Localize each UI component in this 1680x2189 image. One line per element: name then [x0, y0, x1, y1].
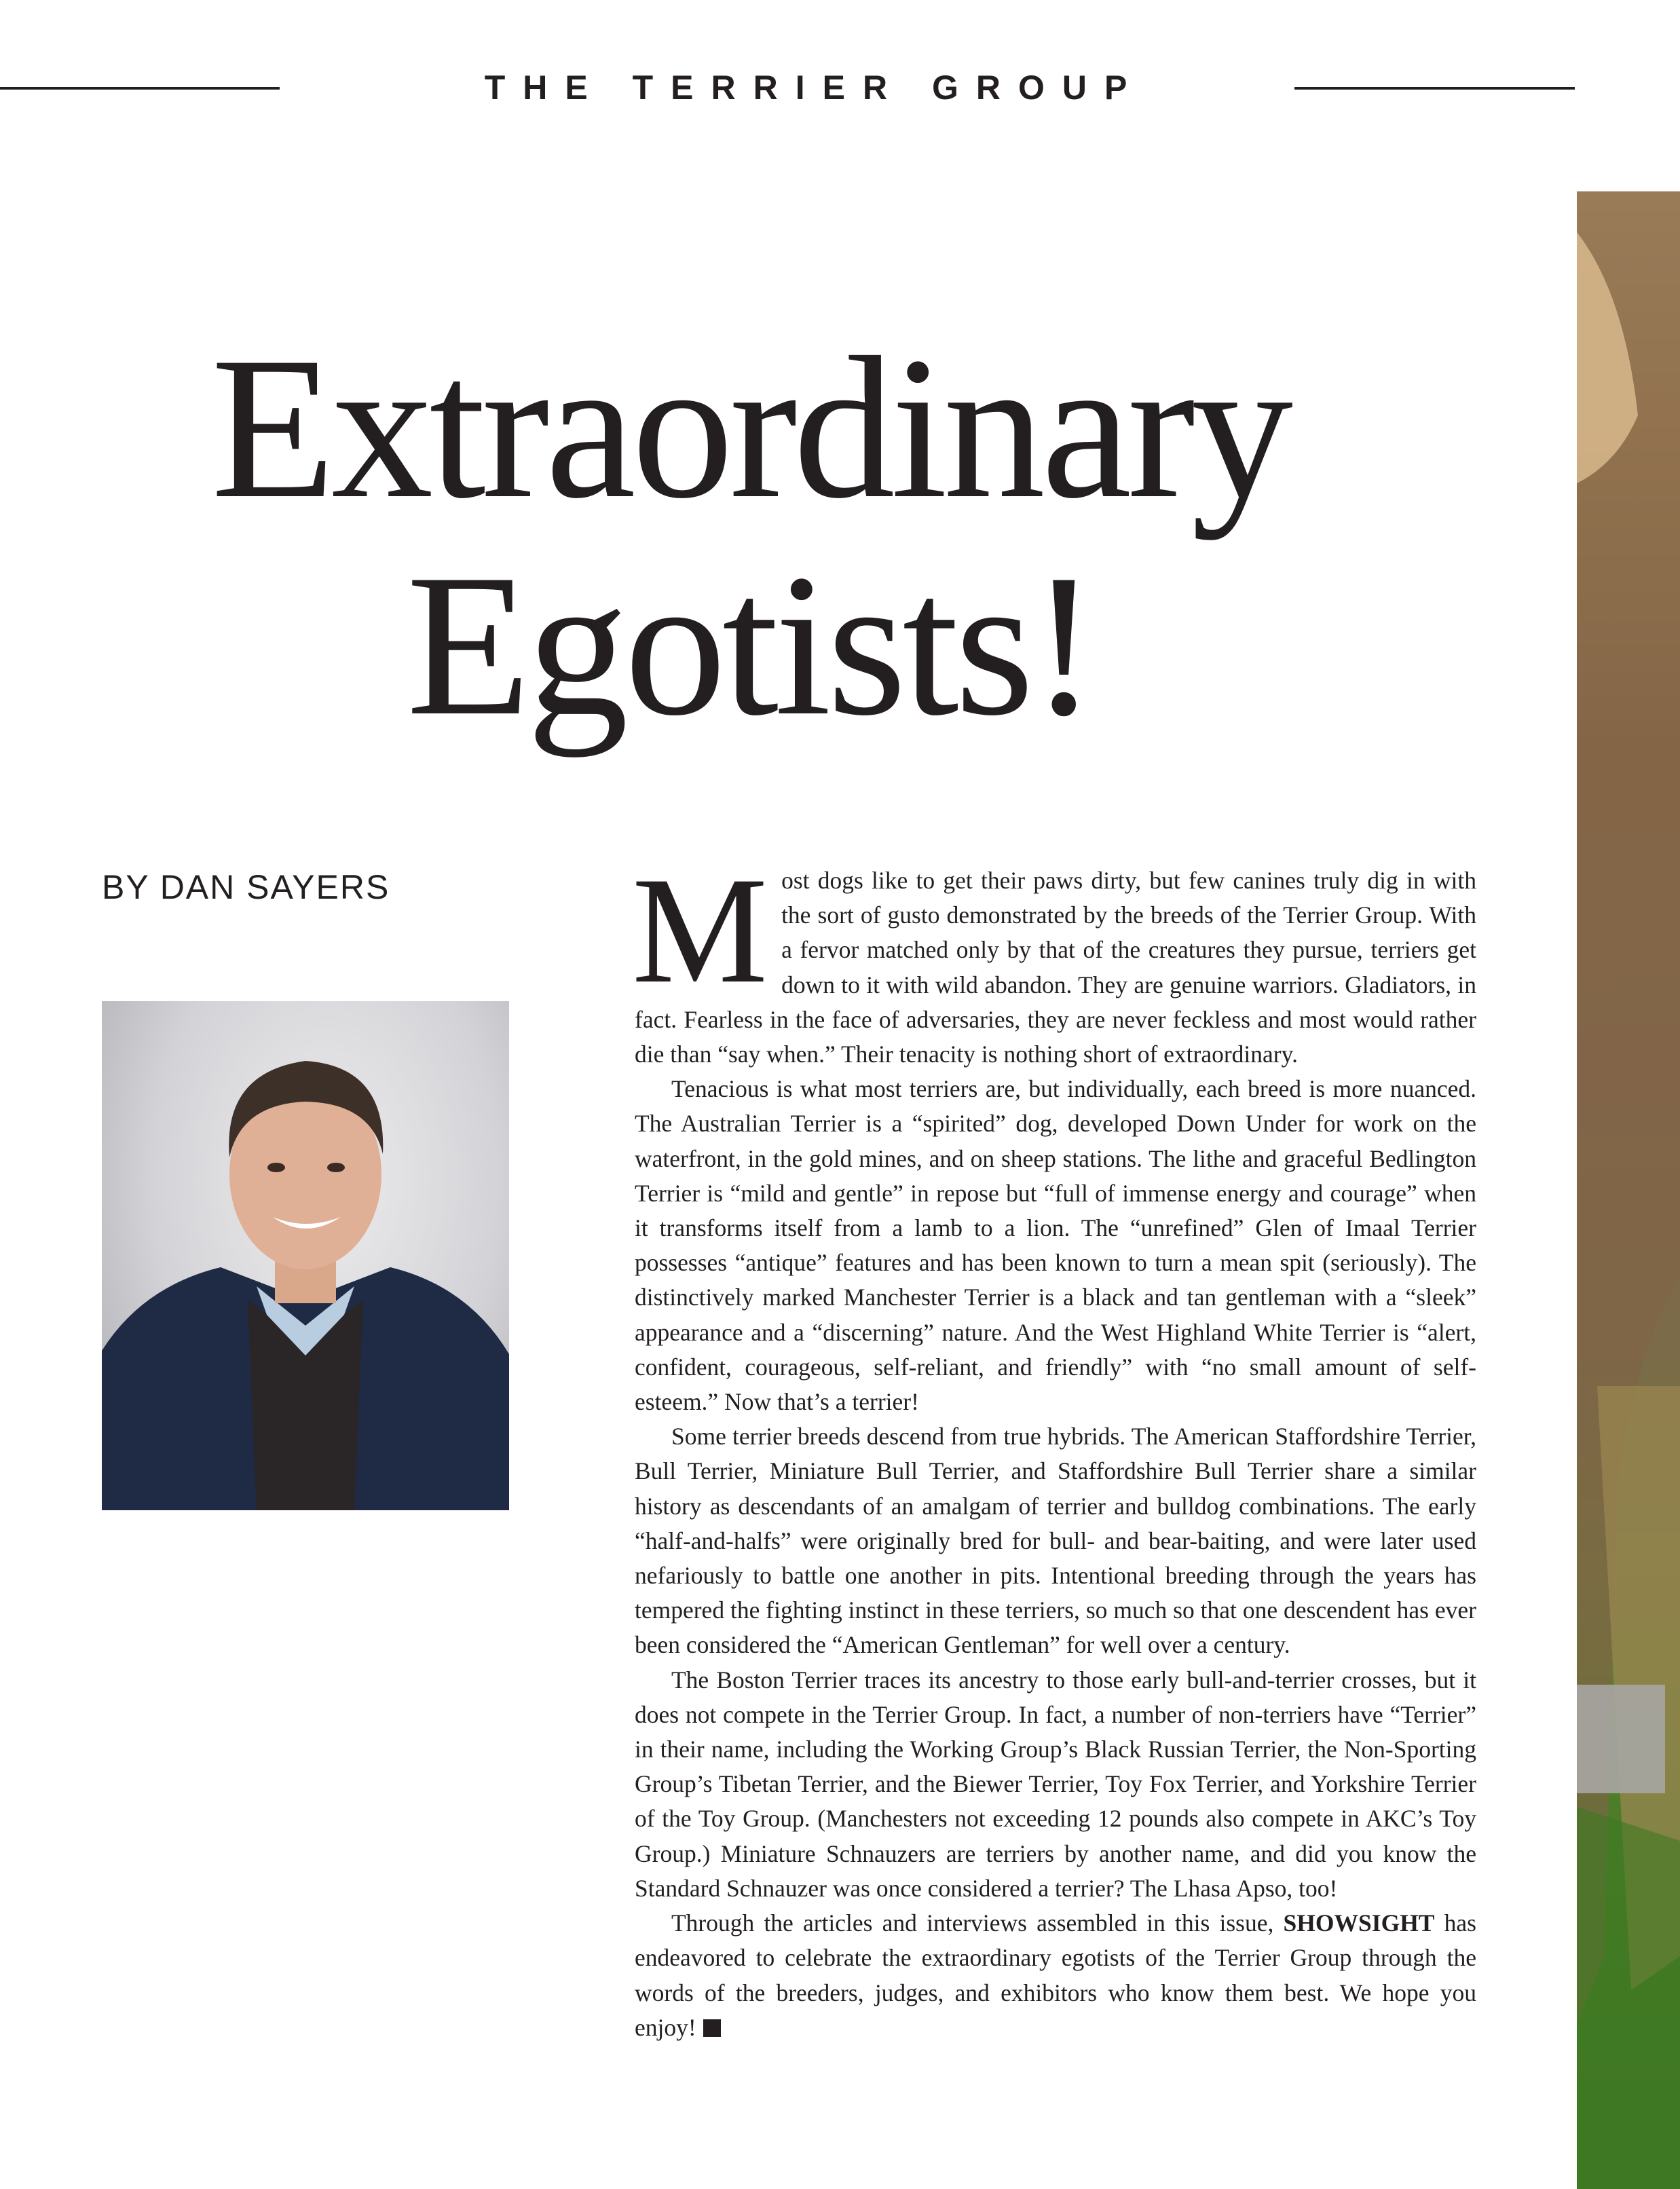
- cover-photo-edge: [1577, 191, 1680, 2189]
- article-body: [632, 845, 1476, 2045]
- article-paragraph-5: [635, 1906, 1476, 2045]
- drop-cap: M: [632, 845, 768, 1015]
- title-line-1: Extraordinary: [211, 315, 1289, 540]
- header-rule-right: [1294, 87, 1575, 90]
- paragraph-1-text: ost dogs like to get their paws dirty, but few canines truly dig in with the sort of gusto demonstrated by the breeds of the Terrier Group. With a fervor matched only by that of the creatures they pursue, terriers get down to it with wild abandon. They are genuine warriors. Gladiators, in fact. Fearless in the face of adversaries, they are never feckless and most would rather die than “say when.” Their tenacity is nothing short of extraordinary.: [635, 867, 1476, 1068]
- title-line-2: Egotists!: [406, 532, 1094, 757]
- article-title: [136, 315, 1364, 757]
- end-mark-icon: [703, 2019, 721, 2037]
- paragraph-5-text-b: has endeavored to celebrate the extraordinary egotists of the Terrier Group through the words of the breeders, judges, and exhibitors who know them best. We hope you enjoy!: [635, 1909, 1476, 2041]
- header-rule-left: [0, 87, 280, 90]
- article-paragraph-3: Some terrier breeds descend from true hybrids. The American Staffordshire Terrier, Bull Terrier, Miniature Bull Terrier, and Staffordshire Bull Terrier share a similar history as descendants of an amalgam of terrier and bulldog combinations. The early “half-and-halfs” were originally bred for bull- and bear-baiting, and were later used nefariously to battle one another in pits. Intentional breeding through the years has tempered the fighting instinct in these terriers, so much so that one descendent has ever been considered the “American Gentleman” for well over a century.: [635, 1423, 1476, 1659]
- section-label: THE TERRIER GROUP: [484, 69, 1145, 107]
- byline: BY DAN SAYERS: [102, 868, 390, 906]
- publication-name: SHOWSIGHT: [1283, 1909, 1435, 1937]
- article-paragraph-2: Tenacious is what most terriers are, but individually, each breed is more nuanced. The Australian Terrier is a “spirited” dog, developed Down Under for work on the waterfront, in the gold mines, and on sheep stations. The lithe and graceful Bedlington Terrier is “mild and gentle” in repose but “full of immense energy and courage” when it transforms itself from a lamb to a lion. The “unrefined” Glen of Imaal Terrier possesses “antique” features and has been known to turn a mean spit (seriously). The distinctively marked Manchester Terrier is a black and tan gentleman with a “sleek” appearance and a “discerning” nature. And the West Highland White Terrier is “alert, confident, courageous, self-reliant, and friendly” with “no small amount of self-esteem.” Now that’s a terrier!: [635, 1075, 1476, 1416]
- article-paragraph-1: [632, 845, 1476, 1072]
- paragraph-5-text-a: Through the articles and interviews assembled in this issue,: [671, 1909, 1284, 1937]
- author-photo: [102, 1001, 509, 1510]
- article-paragraph-4: The Boston Terrier traces its ancestry to those early bull-and-terrier crosses, but it does not compete in the Terrier Group. In fact, a number of non-terriers have “Terrier” in their name, including the Working Group’s Black Russian Terrier, the Non-Sporting Group’s Tibetan Terrier, and the Biewer Terrier, Toy Fox Terrier, and Yorkshire Terrier of the Toy Group. (Manchesters not exceeding 12 pounds also compete in AKC’s Toy Group.) Miniature Schnauzers are terriers by another name, and did you know the Standard Schnauzer was once considered a terrier? The Lhasa Apso, too!: [635, 1666, 1476, 1902]
